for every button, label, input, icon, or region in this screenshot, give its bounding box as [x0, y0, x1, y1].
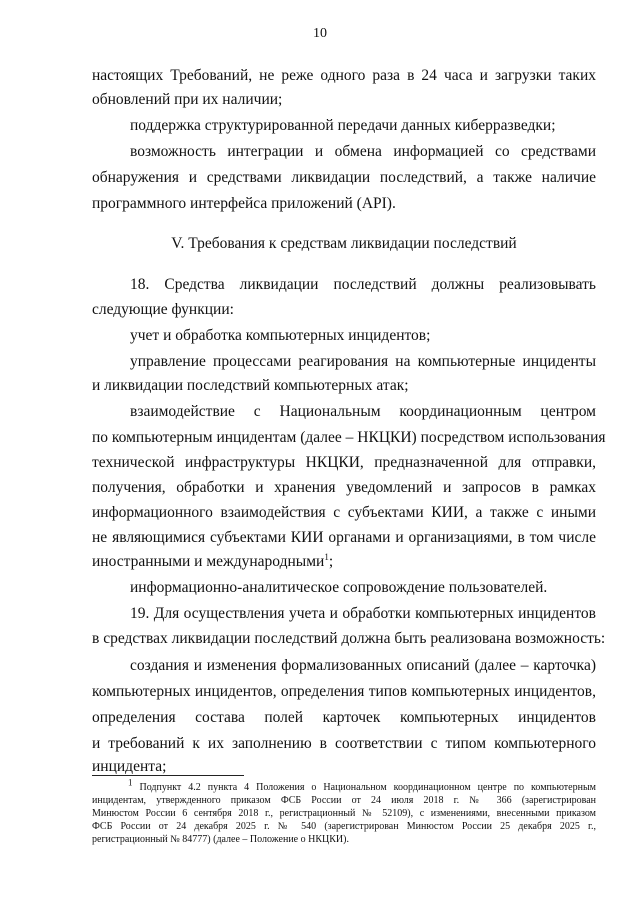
body-line: следующие функции: [92, 301, 234, 318]
body-line: инцидента; [92, 758, 167, 775]
body-line: технической инфраструктуры НКЦКИ, предназначенной для отправки, [92, 454, 596, 471]
body-line: информационно-аналитическое сопровождение пользователей. [130, 579, 548, 596]
section-heading: V. Требования к средствам ликвидации последствий [171, 235, 517, 252]
body-line: 19. Для осуществления учета и обработки компьютерных инцидентов [130, 605, 596, 622]
footnote-line-text: Подпункт 4.2 пункта 4 Положения о Национальном координационном центре по компьютерным [132, 782, 596, 793]
body-line: в средствах ликвидации последствий должна быть реализована возможность: [92, 630, 606, 647]
body-line: определения состава полей карточек компьютерных инцидентов [92, 709, 596, 726]
body-line-punct: ; [328, 553, 334, 570]
footnote-line: ФСБ России от 24 декабря 2025 г. № 540 (зарегистрирован Минюстом России 25 декабря 2025 г., [92, 821, 596, 832]
body-line: обновлений при их наличии; [92, 91, 283, 108]
body-line: обнаружения и средствами ликвидации последствий, а также наличие [92, 169, 596, 186]
footnote-divider [92, 775, 244, 776]
body-line: по компьютерным инцидентам (далее – НКЦКИ) посредством использования [92, 429, 606, 446]
footnote-marker: 1 [128, 777, 133, 788]
footnote-ref[interactable]: 1 [324, 551, 329, 562]
body-line: учет и обработка компьютерных инцидентов; [130, 327, 431, 344]
body-line: не являющимися субъектами КИИ органами и организациями, в том числе [92, 529, 596, 546]
body-line: создания и изменения формализованных описаний (далее – карточка) [130, 657, 596, 674]
body-line: настоящих Требований, не реже одного раза в 24 часа и загрузки таких [92, 67, 596, 84]
footnote-line: инцидентам, утвержденного приказом ФСБ России от 24 июля 2018 г. № 366 (зарегистрирован [92, 795, 596, 806]
body-line: компьютерных инцидентов, определения типов компьютерных инцидентов, [92, 683, 596, 700]
footnote-line: Минюстом России 6 сентября 2018 г., регистрационный № 52109), с изменениями, внесенными приказом [92, 808, 596, 819]
body-line: и требований к их заполнению в соответствии с типом компьютерного [92, 735, 596, 752]
page-number: 10 [313, 26, 327, 41]
body-line [92, 552, 596, 571]
footnote-line: регистрационный № 84777) (далее – Положение о НКЦКИ). [92, 834, 349, 845]
body-line: поддержка структурированной передачи данных киберразведки; [130, 117, 556, 134]
body-line: и ликвидации последствий компьютерных атак; [92, 377, 409, 394]
body-line-text: иностранными и международными [92, 553, 325, 570]
body-line: информационного взаимодействия с субъектами КИИ, а также с иными [92, 504, 596, 521]
body-line: 18. Средства ликвидации последствий должны реализовывать [130, 276, 596, 293]
body-line: взаимодействие с Национальным координационным центром [130, 403, 596, 420]
footnote-line [128, 777, 596, 794]
body-line: возможность интеграции и обмена информацией со средствами [130, 143, 596, 160]
body-line: управление процессами реагирования на компьютерные инциденты [130, 353, 596, 370]
body-line: программного интерфейса приложений (API). [92, 195, 396, 212]
body-line: получения, обработки и хранения уведомлений и запросов в рамках [92, 479, 596, 496]
